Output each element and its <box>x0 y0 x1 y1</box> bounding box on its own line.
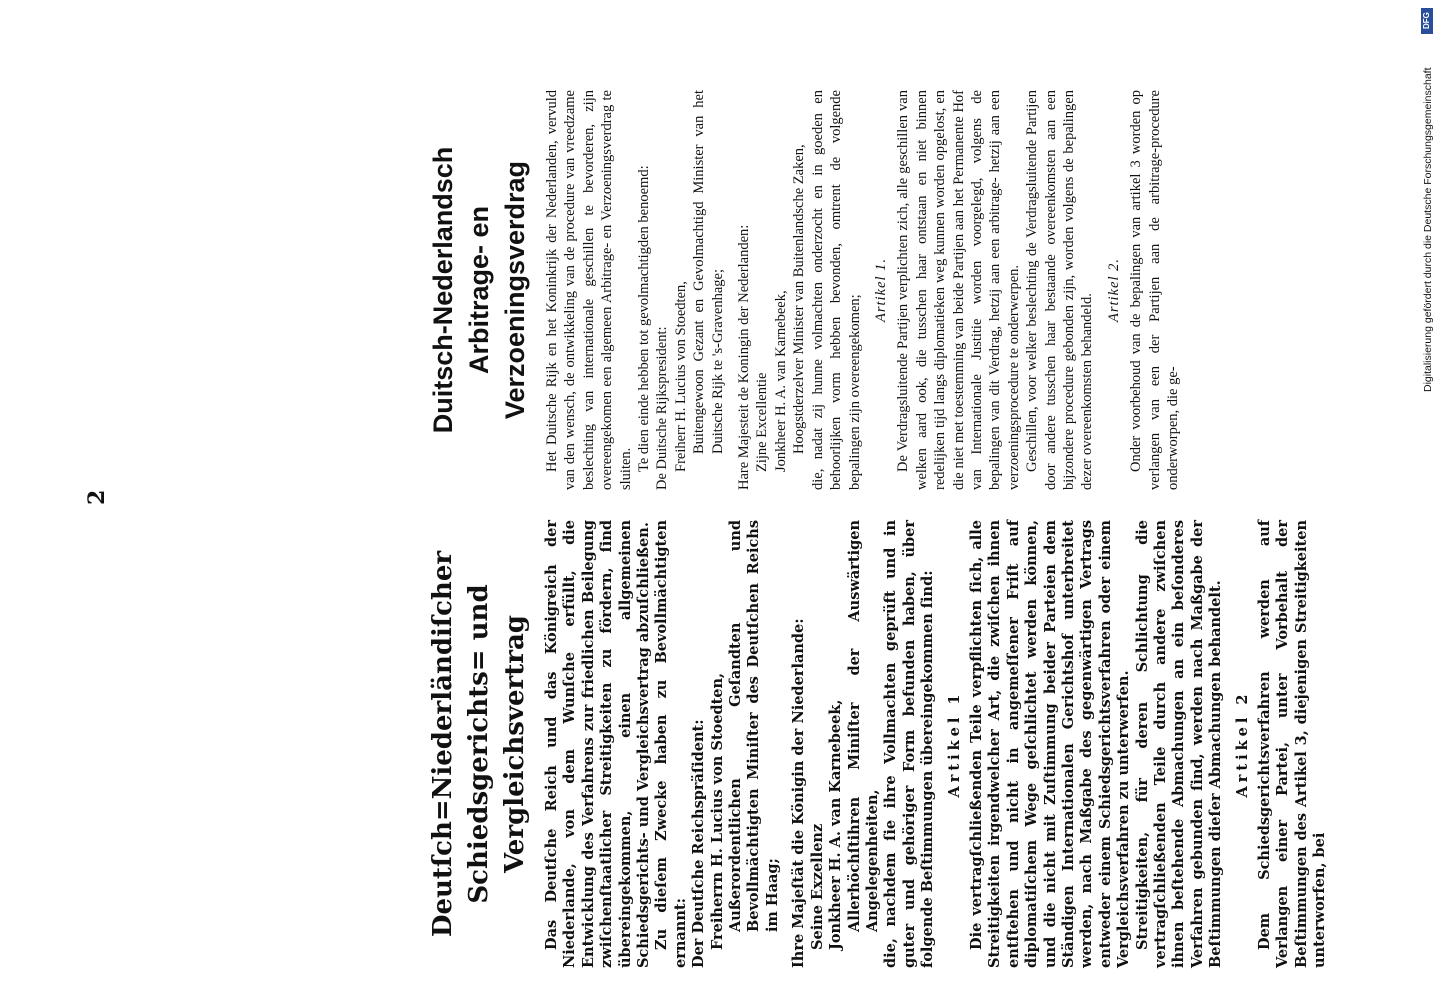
dfg-logo-text: DFG <box>1422 12 1431 30</box>
german-preamble-2: Zu dieſem Zwecke haben zu Bevollmächtigten ernannt: <box>653 520 689 968</box>
digitization-credit <box>1422 67 1434 392</box>
german-queen: Ihre Majeſtät die Königin der Niederlande: <box>790 618 808 968</box>
dutch-president: De Duitsche Rijkspresident: <box>654 326 671 490</box>
dutch-preamble-1: Het Duitsche Rijk en het Koninkrijk der Nederlanden, vervuld van den wensch, de ontwikkeling van de procedure van vreedzame beslechting van internationale geschillen te bevorderen, zijn overeengekomen een algemeen Arbitrage- en Verzoeningsverdrag te sluiten. <box>544 90 634 490</box>
german-article-2-p1: Dem Schiedsgerichtsverfahren werden auf Verlangen einer Partei, unter Vorbehalt der Beſtimmungen des Artikel 3, diejenigen Streitigkeiten unterworfen, bei <box>1256 520 1329 968</box>
digitization-credit-text: Digitalisierung gefördert durch die Deutsche Forschungsgemeinschaft <box>1422 67 1434 392</box>
dutch-jonkheer: Jonkheer H. A. van Karnebeek, <box>772 290 789 472</box>
dutch-article-1-heading: Artikel 1. <box>872 258 889 322</box>
german-title: Deutſch=Niederländiſcher Schiedsgerichts= und Vergleichsvertrag <box>428 550 530 938</box>
dutch-article-1-p2: Geschillen, voor welker beslechting de Verdragsluitende Partijen door andere tusschen haar bestaande overeenkomsten aan een bijzondere procedure gebonden zijn, worden volgens de bepalingen dezer overeenkomsten behandeld. <box>1024 90 1096 490</box>
german-minister: Allerhöchſtihren Miniſter der Auswärtigen Angelegenheiten, <box>845 520 881 932</box>
dutch-article-1-p1: De Verdragsluitende Partijen verplichten zich, alle geschillen van welken aard ook, die tusschen haar ontstaan en niet binnen redelijken tijd langs diplomatieken weg kunnen worden opgelost, en die niet met toestemming van beide Partijen aan het Permanente Hof van Internationale Justitie worden voorgelegd, volgens de bepalingen van dit Verdrag, hetzij aan een arbitrage- hetzij aan een verzoeningsprocedure te onderwerpen. <box>895 90 1022 490</box>
german-envoy-title: Außerordentlichen Geſandten und Bevollmächtigten Miniſter des Deutſchen Reichs im Haag; <box>727 520 781 932</box>
german-article-1-heading: Artikel 1 <box>945 690 963 798</box>
dutch-article-2-p1: Onder voorbehoud van de bepalingen van artikel 3 worden op verlangen van een der Partijen aan de arbitrage-procedure onderworpen, die ge- <box>1128 90 1181 490</box>
dfg-logo <box>1421 8 1433 34</box>
dutch-closing: die, nadat zij hunne volmachten onderzocht en in goeden en behoorlijken vorm hebben bevonden, omtrent de volgende bepalingen zijn overeengekomen; <box>809 90 863 490</box>
german-envoy-name: Freiherrn H. Lucius von Stoedten, <box>708 672 726 950</box>
dutch-envoy-title: Buitengewoon Gezant en Gevolmachtigd Minister van het Duitsche Rijk te 's-Gravenhage; <box>691 90 726 454</box>
dutch-title: Duitsch-Nederlandsch Arbitrage- en Verzoeningsverdrag <box>428 146 530 434</box>
page-number-text: 2 <box>84 489 110 505</box>
dutch-column <box>425 90 1182 490</box>
german-excellency: Seine Exzellenz <box>808 823 826 950</box>
german-president: Der Deutſche Reichspräſident: <box>690 719 708 968</box>
german-closing: die, nachdem ſie ihre Vollmachten geprüft und in guter und gehöriger Form befunden haben, über folgende Beſtimmungen übereingekommen ſind: <box>882 520 937 968</box>
dutch-minister: Hoogstderzelver Minister van Buitenlandsche Zaken, <box>791 144 808 454</box>
page-number <box>84 490 110 505</box>
german-column <box>425 520 1330 968</box>
german-article-1-p2: Streitigkeiten, für deren Schlichtung die vertragſchließenden Teile durch andere zwiſchen ihnen beſtehende Abmachungen an ein beſonderes Verfahren gebunden ſind, werden nach Maßgabe der Beſtimmungen dieſer Abmachungen behandelt. <box>1133 520 1225 968</box>
german-article-1-p1: Die vertragſchließenden Teile verpflichten ſich, alle Streitigkeiten irgendwelcher Art, die zwiſchen ihnen entſtehen und nicht in angemeſſener Friſt auf diplomatiſchem Wege geſchlichtet werden können, und die nicht mit Zuſtimmung beider Parteien dem Ständigen Internationalen Gerichtshof unterbreitet werden, nach Maßgabe des gegenwärtigen Vertrags entweder einem Schiedsgerichtsverfahren oder einem Vergleichsverfahren zu unterwerfen. <box>967 520 1133 968</box>
german-article-2-heading: Artikel 2 <box>1233 690 1251 798</box>
dutch-queen: Hare Majesteit de Koningin der Nederlanden: <box>736 224 753 490</box>
german-preamble-1: Das Deutſche Reich und das Königreich der Niederlande, von dem Wunſche erfüllt, die Entwicklung des Verfahrens zur friedlichen Beilegung zwiſchenſtaatlicher Streitigkeiten zu fördern, ſind übereingekommen, einen allgemeinen Schiedsgerichts- und Vergleichsvertrag abzuſchließen. <box>543 520 653 968</box>
dutch-excellency: Zijne Excellentie <box>754 372 771 472</box>
dutch-envoy-name: Freiherr H. Lucius von Stoedten, <box>672 281 689 472</box>
dutch-article-2-heading: Artikel 2. <box>1105 258 1122 322</box>
dutch-preamble-2: Te dien einde hebben tot gevolmachtigden benoemd: <box>636 165 653 472</box>
german-jonkheer: Jonkheer H. A. van Karnebeek, <box>827 699 845 950</box>
